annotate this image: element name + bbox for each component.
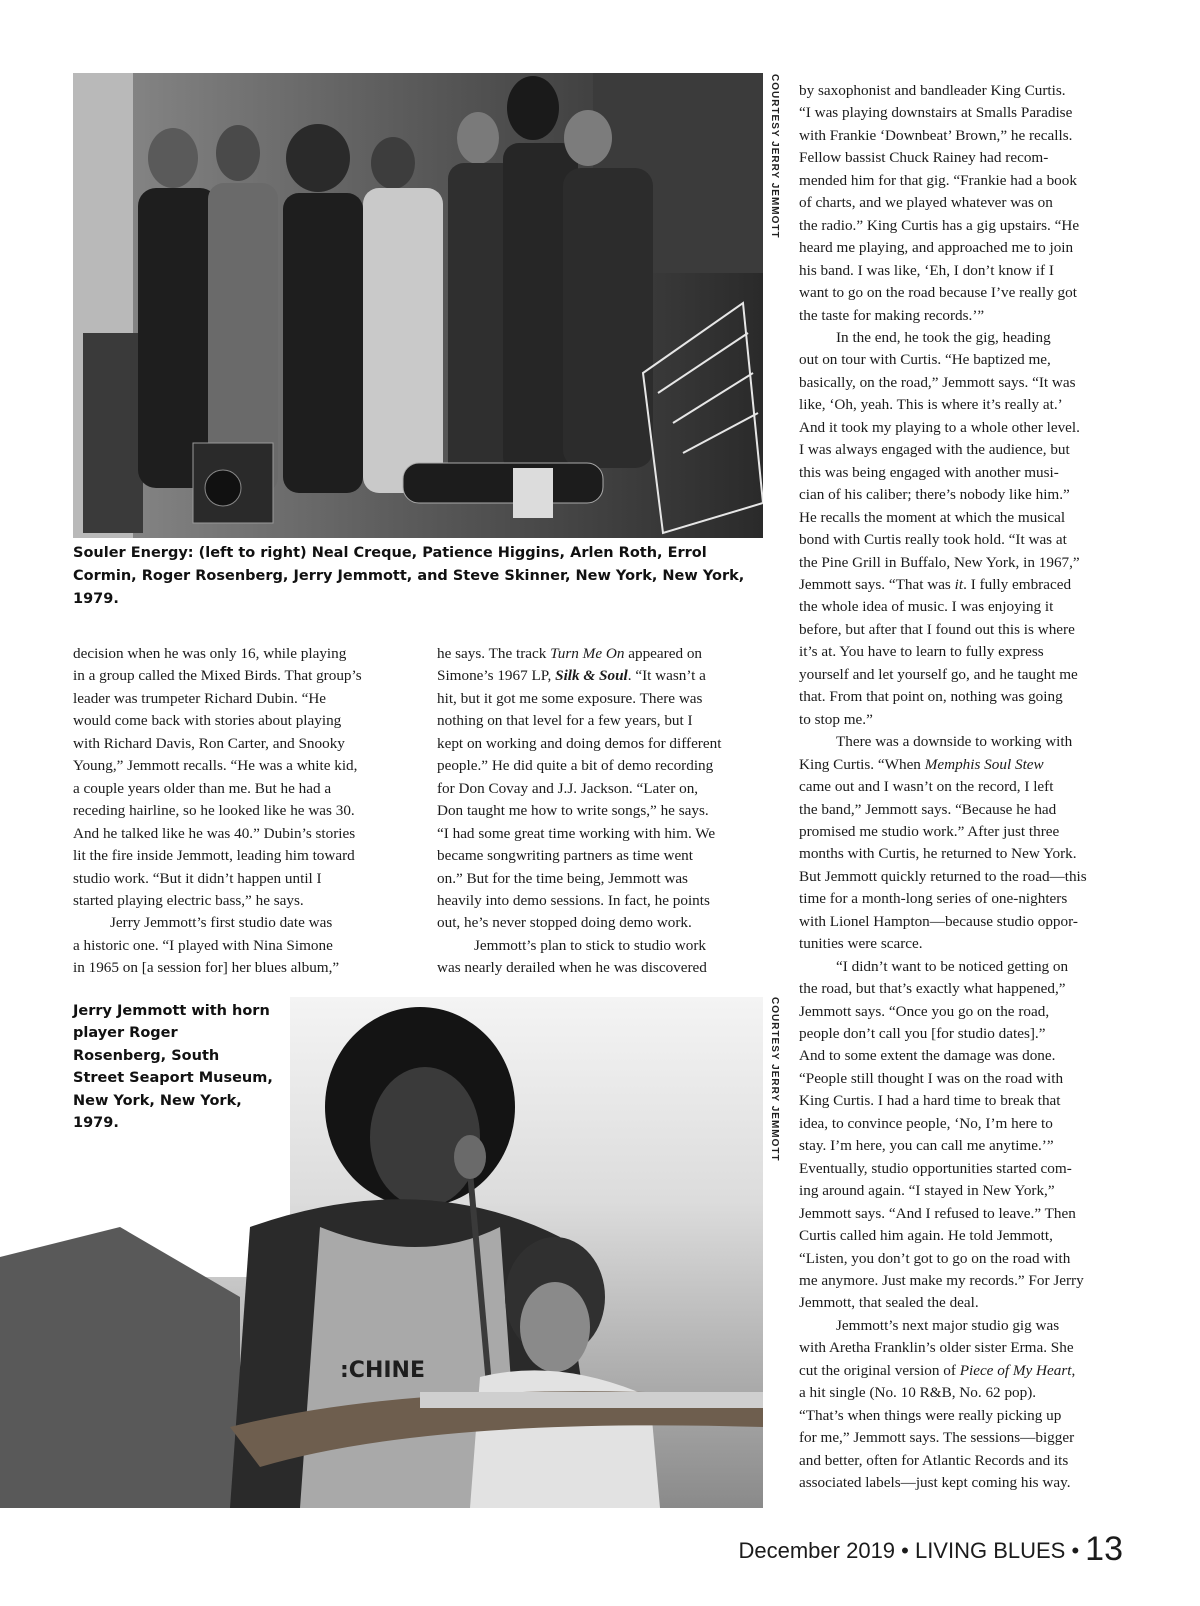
text-line: heard me playing, and approached me to join [799, 239, 1074, 257]
text-line: out, he’s never stopped doing demo work. [437, 914, 692, 932]
text-line: Curtis called him again. He told Jemmott, [799, 1227, 1053, 1245]
text-line: nothing on that level for a few years, but I [437, 712, 693, 730]
text-line: And to some extent the damage was done. [799, 1047, 1056, 1065]
text-line: idea, to convince people, ‘No, I’m here to [799, 1114, 1053, 1132]
photo-credit: COURTESY JERRY JEMMOTT [769, 997, 780, 1162]
text-line: in a group called the Mixed Birds. That group’s [73, 667, 362, 685]
text-line: leader was trumpeter Richard Dubin. “He [73, 689, 327, 707]
text-line: the whole idea of music. I was enjoying it [799, 598, 1054, 616]
text-line: people.” He did quite a bit of demo recording [437, 757, 714, 775]
text-line: King Curtis. “When Memphis Soul Stew [799, 755, 1044, 773]
band-group-photo-art [73, 73, 763, 538]
text-line: yourself and let yourself go, and he taught me [799, 665, 1078, 683]
text-line: “I had some great time working with him. We [437, 824, 716, 842]
text-line: Jemmott says. “And I refused to leave.” Then [799, 1204, 1076, 1222]
text-line: decision when he was only 16, while playing [73, 645, 347, 662]
photo-credit: COURTESY JERRY JEMMOTT [769, 74, 780, 239]
text-line: the radio.” King Curtis has a gig upstairs. “He [799, 216, 1080, 234]
text-line: ing around again. “I stayed in New York,” [799, 1182, 1055, 1200]
text-line: He recalls the moment at which the musical [799, 508, 1066, 526]
text-line: “I was playing downstairs at Smalls Paradise [799, 104, 1073, 122]
text-line: cian of his caliber; there’s nobody like him.” [799, 486, 1070, 504]
text-line: basically, on the road,” Jemmott says. “It was [799, 373, 1076, 391]
text-line: was nearly derailed when he was discovered [437, 959, 707, 977]
band-group-photo [73, 73, 763, 538]
text-line: with Richard Davis, Ron Carter, and Snooky [73, 734, 345, 752]
text-line: stay. I’m here, you can call me anytime.’” [799, 1137, 1054, 1155]
text-line: There was a downside to working with [836, 733, 1073, 751]
text-line: me anymore. Just make my records.” For Jerry [799, 1272, 1084, 1290]
text-line: he says. The track Turn Me On appeared on [437, 645, 703, 662]
text-line: of charts, and we played whatever was on [799, 194, 1053, 212]
page-footer [739, 1530, 1124, 1569]
text-line: But Jemmott quickly returned to the road—this [799, 867, 1087, 885]
text-line: would come back with stories about playing [73, 712, 342, 730]
footer-text: December 2019 • LIVING BLUES • [738, 1538, 1080, 1563]
song-title: Piece of My Heart [959, 1361, 1072, 1379]
text-line: with Aretha Franklin’s older sister Erma. She [799, 1339, 1074, 1357]
text-line: Eventually, studio opportunities started com- [799, 1159, 1072, 1177]
text-line: that. From that point on, nothing was going [799, 688, 1063, 706]
text-line: Jemmott’s next major studio gig was [836, 1316, 1060, 1334]
text-line: And he talked like he was 40.” Dubin’s stories [73, 824, 356, 842]
text-line: “That’s when things were really picking up [799, 1406, 1062, 1424]
text-line: Jemmott’s plan to stick to studio work [474, 936, 707, 954]
text-line: on.” But for the time being, Jemmott was [437, 869, 688, 887]
text-line: lit the fire inside Jemmott, leading him toward [73, 847, 355, 865]
text-line: tunities were scarce. [799, 935, 923, 953]
text-line: Jerry Jemmott’s first studio date was [110, 914, 333, 932]
text-line: “Listen, you don’t got to go on the road with [799, 1249, 1071, 1267]
article-column-2 [437, 643, 772, 980]
text-line: to stop me.” [799, 710, 873, 728]
text-line: a historic one. “I played with Nina Simone [73, 936, 333, 954]
text-line: in 1965 on [a session for] her blues album,” [73, 959, 340, 977]
text-line: the band,” Jemmott says. “Because he had [799, 800, 1057, 818]
text-line: Don taught me how to write songs,” he says. [437, 802, 709, 820]
text-line: receding hairline, so he looked like he was 30. [73, 802, 355, 820]
text-line: with Frankie ‘Downbeat’ Brown,” he recalls. [799, 126, 1073, 144]
text-line: In the end, he took the gig, heading [836, 328, 1051, 346]
text-line: this was being engaged with another musi- [799, 463, 1059, 481]
text-line: with Lionel Hampton—because studio oppor- [799, 912, 1078, 930]
page-number: 13 [1085, 1530, 1123, 1568]
text-line: a hit single (No. 10 R&B, No. 62 pop). [799, 1384, 1037, 1402]
text-line: by saxophonist and bandleader King Curtis. [799, 82, 1066, 99]
text-line: and better, often for Atlantic Records and its [799, 1451, 1069, 1469]
text-line: out on tour with Curtis. “He baptized me, [799, 351, 1051, 369]
text-line: studio work. “But it didn’t happen until I [73, 869, 322, 887]
text-line: became songwriting partners as time went [437, 847, 693, 865]
text-line: came out and I wasn’t on the record, I left [799, 778, 1054, 796]
text-line: a couple years older than me. But he had a [73, 779, 332, 797]
text-line: the Pine Grill in Buffalo, New York, in 1967,” [799, 553, 1080, 571]
text-line: King Curtis. I had a hard time to break that [799, 1092, 1061, 1110]
text-line: cut the original version of Piece of My Heart, [799, 1361, 1076, 1379]
song-title: Memphis Soul Stew [924, 755, 1044, 773]
text-line: Young,” Jemmott recalls. “He was a white kid, [73, 757, 358, 775]
text-line: bond with Curtis really took hold. “It was at [799, 531, 1067, 549]
text-line: for me,” Jemmott says. The sessions—bigger [799, 1429, 1075, 1447]
shirt-text: :CHINE [340, 1358, 425, 1383]
text-line: started playing electric bass,” he says. [73, 891, 304, 909]
text-line: heavily into demo sessions. In fact, he points [437, 891, 710, 909]
text-line: Jemmott says. “That was it. I fully embraced [799, 575, 1072, 593]
text-line: time for a month-long series of one-nighters [799, 890, 1068, 908]
text-line: Jemmott, that sealed the deal. [799, 1294, 979, 1312]
text-line: hit, but it got me some exposure. There was [437, 689, 703, 707]
text-line: Jemmott says. “Once you go on the road, [799, 1002, 1050, 1020]
album-title: Silk & Soul [555, 667, 628, 685]
text-line: for Don Covay and J.J. Jackson. “Later on, [437, 779, 699, 797]
text-line: And it took my playing to a whole other level. [799, 418, 1080, 436]
article-column-3 [799, 80, 1129, 1495]
text-line: associated labels—just kept coming his way. [799, 1474, 1071, 1492]
photo-caption: Souler Energy: (left to right) Neal Creque, Patience Higgins, Arlen Roth, Errol Cormin, Roger Rosenberg, Jerry Jemmott, and Steve Skinner, New York, New York, 1979. [73, 545, 745, 607]
text-line: promised me studio work.” After just three [799, 822, 1060, 840]
text-line: want to go on the road because I’ve really got [799, 284, 1077, 302]
text-line: his band. I was like, ‘Eh, I don’t know if I [799, 261, 1054, 279]
text-line: months with Curtis, he returned to New York. [799, 845, 1077, 863]
text-line: Simone’s 1967 LP, Silk & Soul. “It wasn’t a [437, 667, 706, 685]
emphasis: it [954, 575, 964, 593]
photo-caption: Jerry Jemmott with horn player Roger Rosenberg, South Street Seaport Museum, New York, New York, 1979. [73, 1003, 273, 1132]
text-line: like, ‘Oh, yeah. This is where it’s really at.’ [799, 396, 1063, 414]
text-line: I was always engaged with the audience, but [799, 441, 1070, 459]
text-line: it’s at. You have to learn to fully express [799, 643, 1044, 661]
text-line: Fellow bassist Chuck Rainey had recom- [799, 149, 1049, 167]
article-column-1 [73, 643, 408, 980]
song-title: Turn Me On [550, 645, 625, 662]
text-line: “I didn’t want to be noticed getting on [836, 957, 1069, 975]
text-line: kept on working and doing demos for different [437, 734, 722, 752]
text-line: “People still thought I was on the road with [799, 1069, 1064, 1087]
text-line: the road, but that’s exactly what happened,” [799, 980, 1066, 998]
text-line: people don’t call you [for studio dates].” [799, 1025, 1046, 1043]
text-line: before, but after that I found out this is where [799, 620, 1075, 638]
text-line: the taste for making records.’” [799, 306, 985, 324]
text-line: mended him for that gig. “Frankie had a book [799, 171, 1077, 189]
